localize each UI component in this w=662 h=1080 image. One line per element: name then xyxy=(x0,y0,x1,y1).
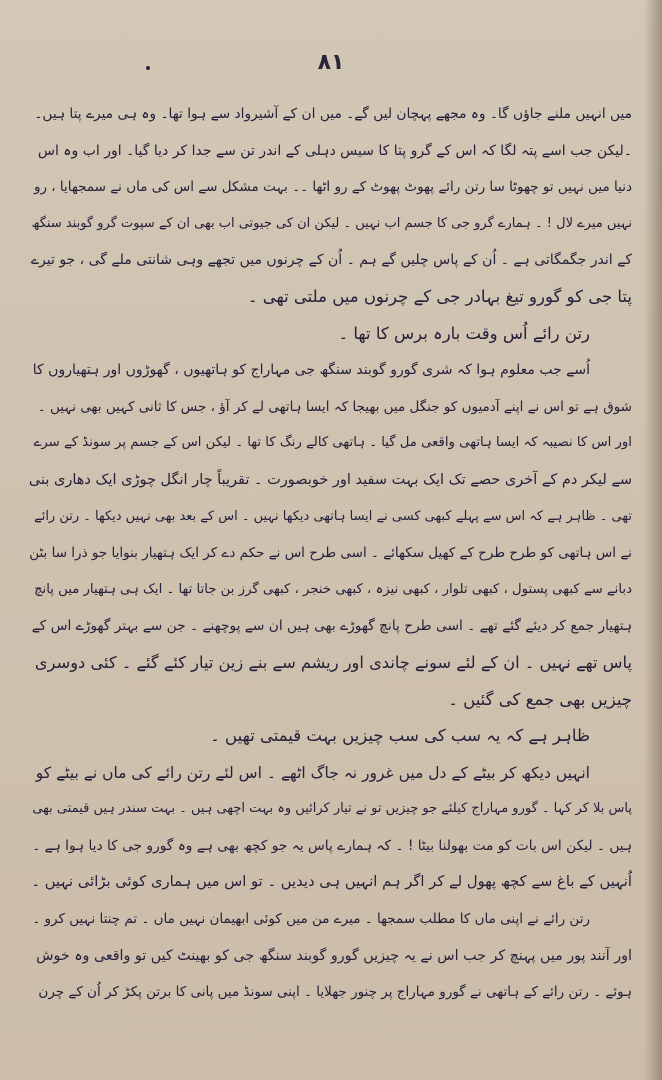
text-line: چیزیں بھی جمع کی گئیں ۔ xyxy=(448,689,632,709)
text-line: ہیں ۔ لیکن اس بات کو مت بھولنا بیٹا ! ۔ کہ ہمارے پاس یہ جو کچھ بھی ہے وہ گورو جی کا دیا ہوا ہے ۔ xyxy=(32,837,632,854)
text-line: ہتھیار جمع کر دیئے گئے تھے ۔ اسی طرح پانچ گھوڑے بھی ہیں ان سے پوچھنے ۔ جن سے بہتر گھوڑے اس کے xyxy=(31,618,632,635)
page-edge-shadow xyxy=(644,0,662,1080)
text-line: اُسے جب معلوم ہوا کہ شری گورو گوبند سنگھ جی مہاراج کو ہاتھیوں ، گھوڑوں اور ہتھیاروں کا xyxy=(32,362,590,379)
body-text xyxy=(28,96,632,1011)
text-line: رتن رائے اُس وقت بارہ برس کا تھا ۔ xyxy=(338,323,590,343)
text-line: سے لیکر دم کے آخری حصے تک ایک بہت سفید اور خوبصورت ۔ تقریباً چار انگل چوڑی ایک دھاری بنی xyxy=(28,471,632,488)
text-line: نے اس ہاتھی کو طرح طرح کے کھیل سکھائے ۔ اسی طرح اس نے حکم دے کر ایک ہتھیار بنوایا جو ذرا سا بٹن xyxy=(29,545,632,562)
text-line: میں انہیں ملنے جاؤں گا۔ وہ مجھے پہچان لیں گے۔ میں ان کے آشیرواد سے ہوا تھا۔ وہ ہی میرے پتا ہیں۔ xyxy=(34,106,632,122)
text-line: ۔لیکن جب اسے پتہ لگا کہ اس کے گرو پتا کا سیس دہلی کے اندر تن سے جدا کر دیا گیا۔ اور اب وہ اس xyxy=(37,142,632,159)
text-line: انہیں دیکھ کر بیٹے کے دل میں غرور نہ جاگ اٹھے ۔ اس لئے رتن رائے کی ماں نے بیٹے کو xyxy=(35,763,590,782)
text-line: اور آنند پور میں پہنچ کر جب اس نے یہ چیزیں گورو گوبند سنگھ جی کو بھینٹ کیں تو واقعی وہ خوش xyxy=(36,947,632,964)
text-line: دبانے سے کبھی پستول ، کبھی تلوار ، کبھی نیزہ ، کبھی خنجر ، کبھی گرز بن جاتا تھا ۔ ایک ہی ہتھیار میں پانچ xyxy=(33,581,632,597)
text-line: نہیں میرے لال ! ۔ ہمارے گرو جی کا جسم اب نہیں ۔ لیکن ان کی جیوتی اب بھی ان کے سپوت گرو گوبند سنگھ xyxy=(31,215,632,231)
text-line: کے اندر جگمگاتی ہے ۔ اُن کے پاس چلیں گے ہم ۔ اُن کے چرنوں میں تجھے وہی شانتی ملے گی ، جو تیرے xyxy=(30,252,632,269)
text-line: ظاہر ہے کہ یہ سب کی سب چیزیں بہت قیمتی تھیں ۔ xyxy=(210,726,590,746)
text-line: اور اس کا نصیبہ کہ ایسا ہاتھی واقعی مل گیا ۔ ہاتھی کالے رنگ کا تھا ۔ لیکن اس کے جسم پر سونڈ کے سرے xyxy=(33,435,632,451)
ink-dot xyxy=(146,66,150,70)
text-line: ہوئے ۔ رتن رائے کے ہاتھی نے گورو مہاراج پر چنور جھلایا ۔ اپنی سونڈ میں پانی کا برتن پکڑ کر اُن کے چرن xyxy=(38,984,632,1001)
text-line: پاس بلا کر کہا ۔ گورو مہاراج کیلئے جو چیزیں تو نے تیار کرائیں وہ بہت اچھی ہیں ۔ بہت سندر ہیں قیمتی بھی xyxy=(32,801,632,817)
page-number: ۸۱ xyxy=(317,50,345,75)
text-line: پاس تھے نہیں ۔ ان کے لئے سونے چاندی اور ریشم سے بنے زین تیار کئے گئے ۔ کئی دوسری xyxy=(34,652,632,672)
text-line: دنیا میں نہیں تو چھوٹا سا رتن رائے پھوٹ پھوٹ کے رو اٹھا ۔۔ بہت مشکل سے اس کی ماں نے سمجھایا ، رو xyxy=(33,179,632,196)
text-line: پتا جی کو گورو تیغ بہادر جی کے چرنوں میں ملتی تھی ۔ xyxy=(247,286,632,306)
text-line: تھی ۔ ظاہر ہے کہ اس سے پہلے کبھی کسی نے ایسا ہاتھی دیکھا نہیں ۔ اس کے بعد بھی نہیں دیکھا ۔ رتن رائے xyxy=(34,508,632,524)
text-line: شوق ہے تو اس نے اپنے آدمیوں کو جنگل میں بھیجا کہ ایسا ہاتھی لے کر آؤ ، جس کا ثانی کہیں بھی نہیں ۔ xyxy=(37,398,632,415)
text-line: رتن رائے نے اپنی ماں کا مطلب سمجھا ۔ میرے من میں کوئی ابھیمان نہیں ماں ۔ تم چنتا نہیں کرو ۔ xyxy=(32,911,590,928)
text-line: اُنہیں کے باغ سے کچھ پھول لے کر اگر ہم انہیں ہی دیدیں ۔ تو اس میں ہماری کوئی بڑائی نہیں ۔ xyxy=(31,873,632,891)
